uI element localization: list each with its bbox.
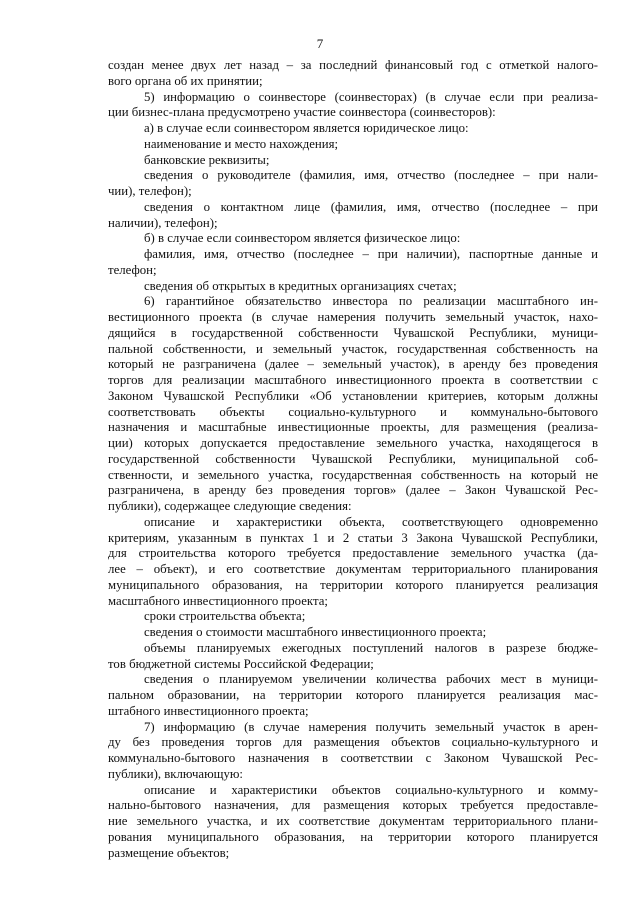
text-line: государственной собственности Чувашской Республики, муниципальной соб- [108,451,598,466]
text-line: для строительства которого требуется предоставление земельного участка (да- [108,546,598,561]
text-line: разграничена, в аренду без проведения торгов» (далее – Закон Чувашской Рес- [108,483,598,498]
text-line: который не разграничена (далее – земельный участок), в аренду без проведения [108,357,598,372]
text-line: лее – объект), и его соответствие документам территориального планирования [108,562,598,576]
text-line: масштабного инвестиционного проекта; [108,593,328,608]
text-line: штабного инвестиционного проекта; [108,703,309,718]
text-line: б) в случае если соинвестором является физическое лицо: [144,231,461,246]
text-line: соответствовать объекты социально-культурного и коммунально-бытового [108,404,598,419]
text-line: размещение объектов; [108,845,230,860]
text-line: описание и характеристики объекта, соответствующего одновременно [144,514,598,529]
text-line: телефон; [108,262,157,277]
text-line: объемы планируемых ежегодных поступлений налогов в разрезе бюдже- [144,640,598,655]
text-line: наименование и место нахождения; [144,136,339,151]
text-line: чии), телефон); [108,184,192,198]
text-line: описание и характеристики объектов социально-культурного и комму- [144,782,598,797]
text-line: торгов для реализации масштабного инвестиционного проекта в соответствии с [108,373,598,387]
text-line: наличии), телефон); [108,215,218,230]
text-line: сведения о стоимости масштабного инвестиционного проекта; [144,625,487,639]
text-line: нально-бытового назначения, для размещения которых требуется предоставле- [108,798,598,813]
page-number: 7 [316,36,324,51]
text-line: ственности, и земельного участка, государственная собственность на который не [108,467,598,482]
text-line: ду без проведения торгов для размещения объектов социально-культурного и [108,735,598,750]
text-line: сведения о планируемом увеличении количества рабочих мест в муници- [144,672,598,687]
text-line: сроки строительства объекта; [144,609,306,624]
text-line: пальном образовании, на территории которого планируется реализация мас- [108,688,598,702]
text-line: сведения об открытых в кредитных организациях счетах; [144,278,457,293]
text-line: назначения и масштабные инвестиционные проекты, для размещения (реализа- [108,420,598,435]
text-line: 7) информацию (в случае намерения получить земельный участок в арен- [144,719,598,734]
text-line: ции бизнес-плана предусмотрено участие соинвестора (соинвесторов): [108,105,496,120]
text-line: Законом Чувашской Республики «Об установлении критериев, которым должны [108,388,598,403]
text-line: рования муниципального образования, на территории которого планируется [108,829,598,844]
text-line: ции) которых допускается предоставление земельного участка, находящегося в [108,436,598,450]
document-body [108,58,598,861]
text-line: создан менее двух лет назад – за последний финансовый год с отметкой налого- [108,58,598,72]
text-line: пальной собственности, и земельный участок, государственная собственность на [108,341,598,356]
text-line: публики), содержащее следующие сведения: [108,499,352,513]
text-line: вого органа об их принятии; [108,73,263,88]
text-line: ние земельного участка, и их соответствие документам территориального плани- [108,814,598,828]
text-line: дящийся в государственной собственности Чувашской Республики, муници- [108,325,598,340]
text-line: муниципального образования, на территории которого планируется реализация [108,577,598,592]
text-line: сведения о руководителе (фамилия, имя, отчество (последнее – при нали- [144,168,598,183]
text-line: критериям, указанным в пунктах 1 и 2 статьи 3 Закона Чувашской Республики, [108,530,598,545]
text-line: публики), включающую: [108,766,243,781]
text-line: сведения о контактном лице (фамилия, имя, отчество (последнее – при [144,199,598,214]
text-line: вестиционного проекта (в случае намерения получить земельный участок, нахо- [108,310,598,324]
text-line: банковские реквизиты; [144,152,270,167]
text-line: а) в случае если соинвестором является юридическое лицо: [144,121,469,135]
text-line: фамилия, имя, отчество (последнее – при наличии), паспортные данные и [144,247,598,261]
text-line: тов бюджетной системы Российской Федерации; [108,656,374,671]
text-line: коммунально-бытового назначения в соответствии с Законом Чувашской Рес- [108,751,598,765]
text-line: 5) информацию о соинвесторе (соинвесторах) (в случае если при реализа- [144,89,598,104]
text-line: 6) гарантийное обязательство инвестора по реализации масштабного ин- [144,294,598,309]
